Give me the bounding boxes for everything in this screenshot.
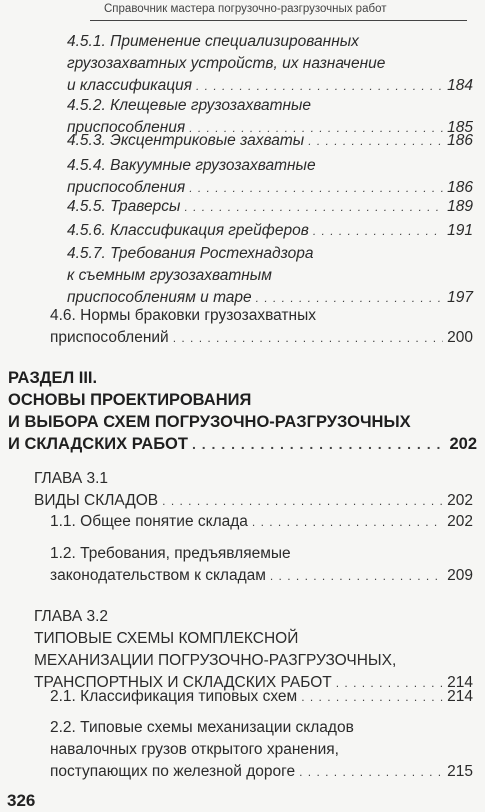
toc-entry-text: приспособления xyxy=(67,179,186,196)
toc-entry-text: законодательством к складам xyxy=(50,567,266,584)
toc-page-number: 184 xyxy=(447,77,473,94)
toc-entry-text: 2.1. Классификация типовых схем xyxy=(50,688,298,705)
toc-entry-text: 4.5.7. Требования Ростехнадзора xyxy=(67,245,314,262)
toc-entry-1-1[interactable] xyxy=(50,511,473,533)
toc-entry-text: 4.5.2. Клещевые грузозахватные xyxy=(67,97,312,114)
toc-entry-text: 2.2. Типовые схемы механизации складов xyxy=(50,719,354,736)
leader-dots xyxy=(270,565,443,587)
toc-page-number: 202 xyxy=(447,492,473,509)
toc-entry-2-2[interactable] xyxy=(50,717,473,783)
leader-dots xyxy=(299,761,443,783)
section-heading-text: ОСНОВЫ ПРОЕКТИРОВАНИЯ xyxy=(8,391,252,409)
toc-entry-text: поступающих по железной дороге xyxy=(50,763,296,780)
toc-page-number: 202 xyxy=(447,513,473,530)
section-heading-text: РАЗДЕЛ III. xyxy=(8,369,98,387)
leader-dots xyxy=(192,433,445,455)
chapter-label: ГЛАВА 3.1 xyxy=(34,470,109,487)
toc-page-number: 214 xyxy=(447,688,473,705)
toc-entry-4-5-7[interactable] xyxy=(67,243,473,309)
leader-dots xyxy=(308,130,443,152)
chapter-title: МЕХАНИЗАЦИИ ПОГРУЗОЧНО-РАЗГРУЗОЧНЫХ, xyxy=(34,652,397,669)
toc-entry-text: к съемным грузозахватным xyxy=(67,267,272,284)
toc-page-number: 189 xyxy=(447,198,473,215)
toc-entry-text: 4.6. Нормы браковки грузозахватных xyxy=(50,307,316,324)
toc-page-number: 186 xyxy=(447,179,473,196)
toc-chapter-3-2[interactable] xyxy=(34,606,473,694)
chapter-title: ТРАНСПОРТНЫХ И СКЛАДСКИХ РАБОТ xyxy=(34,674,332,691)
toc-entry-text: 4.5.1. Применение специализированных xyxy=(67,33,359,50)
leader-dots xyxy=(162,490,443,512)
toc-page-number: 202 xyxy=(449,435,477,453)
toc-page-number: 214 xyxy=(447,674,473,691)
toc-page-number: 191 xyxy=(447,222,473,239)
page-number: 326 xyxy=(7,791,36,810)
toc-entry-4-5-1[interactable] xyxy=(67,31,473,97)
toc-page-number: 200 xyxy=(447,329,473,346)
toc-entry-text: 1.1. Общее понятие склада xyxy=(50,513,248,530)
toc-entry-4-5-4[interactable] xyxy=(67,155,473,199)
section-heading-text: И СКЛАДСКИХ РАБОТ xyxy=(8,435,188,453)
toc-entry-4-5-6[interactable] xyxy=(67,220,473,242)
toc-entry-4-5-3[interactable] xyxy=(67,130,473,152)
chapter-title: ВИДЫ СКЛАДОВ xyxy=(34,492,159,509)
chapter-label: ГЛАВА 3.2 xyxy=(34,608,109,625)
toc-page-number: 197 xyxy=(447,289,473,306)
leader-dots xyxy=(196,75,443,97)
leader-dots xyxy=(252,511,443,533)
leader-dots xyxy=(313,220,443,242)
leader-dots xyxy=(301,686,443,708)
toc-entry-4-6[interactable] xyxy=(50,305,473,349)
section-heading-text: И ВЫБОРА СХЕМ ПОГРУЗОЧНО-РАЗГРУЗОЧНЫХ xyxy=(8,413,411,431)
toc-chapter-3-1[interactable] xyxy=(34,468,473,512)
running-title: Справочник мастера погрузочно-разгрузочных работ xyxy=(104,3,387,15)
toc-page-number: 185 xyxy=(447,119,473,136)
toc-entry-text: и классификация xyxy=(67,77,192,94)
toc-entry-text: навалочных грузов открытого хранения, xyxy=(50,741,339,758)
toc-entry-2-1[interactable] xyxy=(50,686,473,708)
leader-dots xyxy=(173,327,443,349)
toc-page-number: 186 xyxy=(447,132,473,149)
toc-entry-text: 4.5.4. Вакуумные грузозахватные xyxy=(67,157,316,174)
toc-page-number: 215 xyxy=(447,763,473,780)
toc-entry-text: 4.5.3. Эксцентриковые захваты xyxy=(67,132,305,149)
chapter-title: ТИПОВЫЕ СХЕМЫ КОМПЛЕКСНОЙ xyxy=(34,630,299,647)
toc-entry-text: 1.2. Требования, предъявляемые xyxy=(50,545,291,562)
toc-entry-text: приспособлениям и таре xyxy=(67,289,252,306)
toc-entry-1-2[interactable] xyxy=(50,543,473,587)
toc-entry-text: приспособлений xyxy=(50,329,169,346)
toc-entry-text: 4.5.5. Траверсы xyxy=(67,198,181,215)
running-header xyxy=(90,0,467,21)
toc-entry-text: приспособления xyxy=(67,119,186,136)
leader-dots xyxy=(184,196,443,218)
toc-entry-text: грузозахватных устройств, их назначение xyxy=(67,55,386,72)
toc-entry-text: 4.5.6. Классификация грейферов xyxy=(67,222,309,239)
toc-entry-4-5-5[interactable] xyxy=(67,196,473,218)
toc-section-3[interactable] xyxy=(8,367,477,455)
toc-page-number: 209 xyxy=(447,567,473,584)
